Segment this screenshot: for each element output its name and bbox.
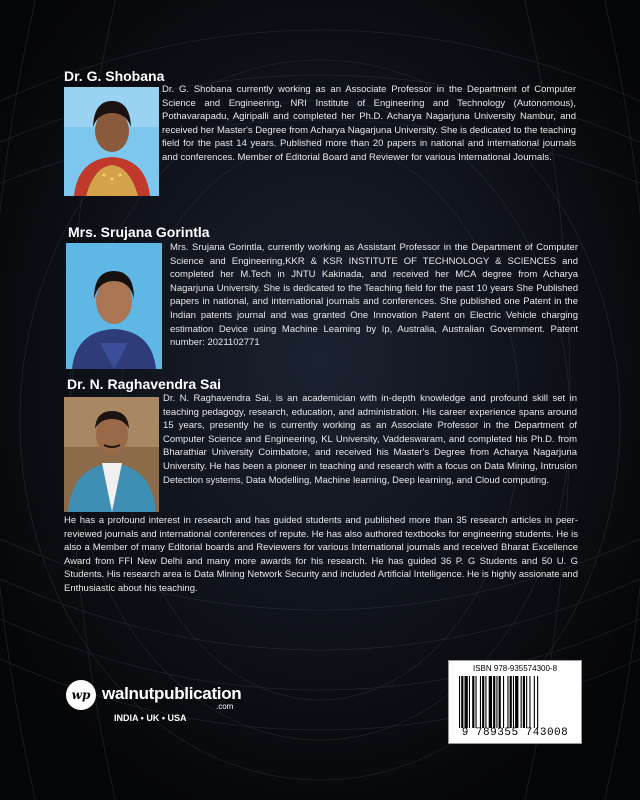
author-bio-shobana: Dr. G. Shobana currently working as an Associate Professor in the Department of Computer Science and Engineering, NRI Institute of Engineering and Technology (Autonomous), Pothavarapadu, Agiripalli and completed her Ph.D. Acharya Nagarjuna University Nambur, and received her Master's Degree from Acharya Nagarjuna University. She is dedicated to the teaching field for the past 14 years. Published more than 20 papers in national and international journals and conferences. Member of Editorial Board and Reviewer for various International Journals. bbox=[162, 84, 576, 163]
author-photo-raghavendra bbox=[64, 397, 159, 512]
publisher-countries: INDIA • UK • USA bbox=[114, 713, 187, 723]
author-name-srujana: Mrs. Srujana Gorintla bbox=[68, 224, 210, 240]
publisher-name: walnutpublication bbox=[102, 684, 242, 703]
author-bio-srujana: Mrs. Srujana Gorintla, currently working as Assistant Professor in the Department of Computer Science and Engineering,KKR & KSR INSTITUTE OF TECHNOLOGY & SCIENCES and completed her M.Tech in JNTU Kakinada, and received her MCA degree from Acharya Nagarjuna University. She is dedicated to the Teaching field for the past 10 years She Published papers in national, and international journals and conferences. She published one Patent in the Indian patents journal and was granted One Innovation Patent on Electric Vehicle charging estimation Device using Machine Learning by Ip, Australia, Australian Government. Patent number: 2021102771 bbox=[170, 242, 578, 349]
walnut-logo-icon: wp bbox=[66, 680, 96, 710]
author-bio-raghavendra: Dr. N. Raghavendra Sai, is an academician with in-depth knowledge and profound skill set in teaching pedagogy, research, education, and administration. His career experience spans around 15 years, presently he is currently working as an Associate Professor in the Department of Computer Science and Engineering, KL University, Vaddeswaram, and completed his Ph.D. from Bharathiar University Coimbatore, and received his Master's Degree from Acharya Nagarjuna University. He has been a pioneer in teaching and research with a focus on Data Mining, Intrusion Detection systems, Data Modelling, Machine learning, Deep learning, and Cloud computing. bbox=[163, 393, 577, 486]
publisher-domain: .com bbox=[216, 702, 234, 711]
author-bio-raghavendra-continued: He has a profound interest in research and has guided students and published more than 35 research articles in peer-reviewed journals and international conferences of repute. He has also authored textbooks for engineering students. He is also a Member of many Editorial boards and Reviewers for various International journals and received Bharat Excellence Award from FFI New Delhi and many more awards for his research. He has guided 36 P. G Students and 50 U. G Students. His research area is Data Mining Network Security and included Artificial Intelligence. He is highly assionate and Enthusiastic about his teaching. bbox=[64, 515, 578, 594]
author-photo-shobana bbox=[64, 87, 159, 196]
author-name-raghavendra: Dr. N. Raghavendra Sai bbox=[67, 376, 222, 392]
barcode-number: 9 789355 743008 bbox=[461, 727, 569, 739]
author-photo-srujana bbox=[66, 243, 162, 369]
author-name-shobana: Dr. G. Shobana bbox=[64, 68, 165, 84]
isbn-barcode bbox=[448, 660, 582, 744]
isbn-label: ISBN 978-935574300-8 bbox=[472, 664, 558, 673]
barcode-bars bbox=[459, 676, 571, 728]
